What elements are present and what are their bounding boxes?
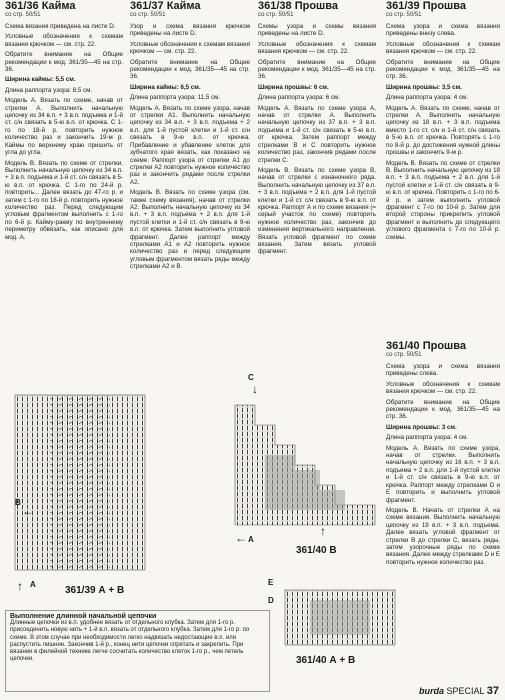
chart-caption: 361/40 В xyxy=(296,545,337,556)
paragraph: Ширина прошвы: 6 см. xyxy=(258,83,329,91)
section-body xyxy=(130,23,250,271)
brand-logo: burda xyxy=(419,686,445,696)
column-361-37 xyxy=(130,0,250,274)
paragraph: Длина раппорта узора: 4 см. xyxy=(386,94,468,102)
paragraph: Модель А. Вязать по схеме узора, начав от стрелки. Выполнить начальную цепочку из 16 в.п. + 3 в.п. подъема + 2 в.п. для 1-й пустой клетки и 1-й ст. с/н связать в 9-ю в.п. от крючка. Раппорт между стрелками D и E повторить и выполнить угловой фрагмент. xyxy=(386,444,500,504)
paragraph: Условные обозначения к схемам вязания крючком — см. стр. 22. xyxy=(386,380,500,396)
paragraph: Длина раппорта узора: 4 см. xyxy=(386,434,468,442)
arrow-c-icon: ↓ xyxy=(252,382,258,396)
column-361-39 xyxy=(386,0,500,244)
section-subtitle: со стр. 50/51 xyxy=(5,12,41,18)
page-number: 37 xyxy=(486,685,499,697)
paragraph: Модель В. Вязать по схеме от стрелки В. Выполнить начальную цепочку из 18 в.п. + 3 в.п. подъема + 2 в.п. для 1-й пустой клетки и 1-й ст. с/н связать в 9-ю в.п. от крючка. Повторить с 1-го по 6-й р. и затем выполнить угловой фрагмент с 7-го по 10-й р. Затем для второй стороны прикрепить угловой фрагмент и выполнить до следующего углового фрагмента с 7-го по 10-й р. схемы. xyxy=(386,159,500,241)
section-title: 361/40 Прошва xyxy=(386,340,466,352)
paragraph: Модель В. Начать от стрелки А на схеме вязания. Выполнить начальную цепочку из 19 в.п. + 3 в.п. подъема. Далее вязать угловой фрагмент от стрелки В до стрелки С, вязать ряды, затем узорочные ряды по схеме вязания. Далее между стрелками D и E повторить нужное количество раз. xyxy=(386,506,500,566)
section-subtitle: со стр. 50/51 xyxy=(386,12,422,18)
paragraph: Обратите внимание на Общие рекомендации к мод. 361/35—45 на стр. 36. xyxy=(5,51,123,74)
paragraph: Длина раппорта узора: 11,5 см. xyxy=(130,94,221,102)
arrow-b-icon-2: ↑ xyxy=(320,524,326,538)
section-title: 361/39 Прошва xyxy=(386,0,466,12)
column-361-38 xyxy=(258,0,376,259)
paragraph: Схема узора и схема вязания приведены внизу слева. xyxy=(386,23,500,38)
paragraph: Модель А. Вязать по схеме узора, начав от стрелки А1. Выполнить начальную цепочку из 34 в.п. + 3 в.п. подъема + 2 в.п. для 1-й пустой клетки и 1-й ст. с/н связать в 9-ю в.п. от крючка. Прибавление и убавление клеток для зубчатого края вязать, как показано на схеме. Раппорт узора от стрелки А1 до стрелки А2 повторить нужное количество раз и закончить рядами после стрелки А2. xyxy=(130,104,250,186)
paragraph: Обратите внимание на Общие рекомендации к мод. 361/35—45 на стр. 36. xyxy=(386,58,500,81)
arrow-c-letter: С xyxy=(248,373,254,382)
section-subtitle: со стр. 50/51 xyxy=(258,12,294,18)
section-subtitle: со стр. 50/51 xyxy=(130,12,166,18)
arrow-a-icon-2: ← xyxy=(235,531,247,545)
chart-caption: 361/40 А + В xyxy=(296,655,356,666)
column-361-36 xyxy=(5,0,123,244)
arrow-d-letter: D xyxy=(268,596,274,605)
paragraph: Схема вязания приведена на листе D. xyxy=(5,23,116,30)
section-subtitle: со стр. 50/51 xyxy=(386,352,422,358)
paragraph: Ширина каймы: 6,5 см. xyxy=(130,83,201,91)
crochet-chart-361-40-b xyxy=(225,395,385,538)
paragraph: Условные обозначения к схемам вязания крючком — см. стр. 22. xyxy=(5,33,123,48)
paragraph: Условные обозначения к схемам вязания крючком — см. стр. 22. xyxy=(130,40,250,56)
crochet-chart-361-39 xyxy=(5,390,155,580)
paragraph: Условные обозначения к схемам вязания крючком — см. стр. 22. xyxy=(386,40,500,56)
edition-label: SPECIAL xyxy=(446,686,485,696)
section-title: 361/38 Прошва xyxy=(258,0,338,12)
paragraph: Модель А. Вязать по схеме, начав от стрелки А. Выполнить начальную цепочку из 18 в.п. + 3 в.п. подъема вместо 1-го ст. с/н и 1-й ст. с/н связать в 5-ю в.п. от крючка. Повторять с 1-го по 8-й р. до достижения нужной длины прошвы и закончить 9-м р. xyxy=(386,104,500,157)
arrow-a-icon: ↑ xyxy=(17,579,23,593)
paragraph: Длина раппорта узора: 8,5 см. xyxy=(5,86,93,94)
paragraph: Модель А. Вязать по схеме, начав от стрелки А. Выполнить начальную цепочку из 34 в.п. + 3 в.п. подъема и 1-й ст. с/н связать в 5-ю в.п. от крючка. С 1-го по 18-й р. повторить нужное количество раз и закончить 19-м р. Каймы по верхнему краю пришить от угла до угла. xyxy=(5,97,123,157)
paragraph: Обратите внимание на Общие рекомендации к мод. 361/35—45 на стр. 36. xyxy=(258,58,376,81)
paragraph: Условные обозначения к схемам вязания крючком — см. стр. 22. xyxy=(258,40,376,56)
crochet-chart-361-40-ab xyxy=(280,585,400,655)
arrow-a-letter: А xyxy=(30,580,36,589)
chart-caption: 361/39 А + В xyxy=(65,585,125,596)
paragraph: Модель В. Вязать по схеме узора В, начав от стрелки с изнаночного ряда. Выполнить начальную цепочку из 37 в.п. + 3 в.п. подъема + 2 в.п. для 1-й пустой клетки и 1-й ст. с/н связать в 9-ю в.п. от крючка. Раппорт А и по схеме вязания (= серый участок по схеме) повторить нужное количество раз, закончив до изменения вертикального направления. Вязать угловой фрагмент по схеме вязания. Затем вязать угловой фрагмент. xyxy=(258,166,376,256)
column-361-40 xyxy=(386,340,500,569)
paragraph: Схемы узора и схемы вязания приведены на листе D. xyxy=(258,23,376,38)
info-heading: Выполнение длинной начальной цепочки xyxy=(10,613,157,620)
paragraph: Модель В. Вязать по схеме узора (см. также схему вязания), начав от стрелки А2. Выполнить начальную цепочку из 34 в.п. + 3 в.п. подъема + 2 в.п. для 1-й пустой клетки и 1-й ст. с/н связать в 9-ю в.п. от крючка. Затем выполнить угловой фрагмент. Далее раппорт между стрелками А1 и А2 повторить нужное количество раз и перед следующим угловым фрагментом вязать ряды между стрелками А2 и В. xyxy=(130,189,250,271)
paragraph: Обратите внимание на Общие рекомендации к мод. 361/35—45 на стр. 36. xyxy=(386,398,500,421)
page-footer xyxy=(419,685,499,697)
arrow-b-letter: В xyxy=(15,498,21,507)
paragraph: Ширина прошвы: 3 см. xyxy=(386,423,457,431)
paragraph: Длина раппорта узора: 6 см. xyxy=(258,94,340,102)
section-body xyxy=(386,363,500,566)
paragraph: Узор и схема вязания крючком приведены на листе D. xyxy=(130,23,250,38)
paragraph: Модель В. Вязать по схеме от стрелки. Выполнить начальную цепочку из 34 в.п. + 3 в.п. подъема и 1-й ст. с/н связать в 5-ю в.п. от крючка. С 1-го по 24-й р. повторить... Далее вязать до 47-го р. и затем с 1-го по 18-й р. повторить нужное количество раз. Перед следующим угловым фрагментом выполнить с 1-го по 6-й р. Кайму-ракму по внутреннему периметру обвязать, как описано для мод. А. xyxy=(5,159,123,241)
section-body xyxy=(5,23,123,241)
section-title: 361/36 Кайма xyxy=(5,0,76,12)
arrow-e-letter: Е xyxy=(268,578,274,587)
section-title: 361/37 Кайма xyxy=(130,0,201,12)
paragraph: Обратите внимание на Общие рекомендации к мод. 361/35—45 на стр. 36. xyxy=(130,58,250,81)
paragraph: Ширина прошвы: 3,5 см. xyxy=(386,83,462,91)
info-box xyxy=(5,610,270,692)
paragraph: Ширина каймы: 5,5 см. xyxy=(5,76,76,84)
paragraph: Модель А. Вязать по схеме узора А, начав от стрелки А. Выполнить начальную цепочку из 37 в.п. + 3 в.п. подъема и 1-й ст. с/н связать в 5-ю в.п. от крючка. Затем раппорт между стрелками В и С повторить нужное количество раз, закончив рядами после стрелки С. xyxy=(258,104,376,164)
section-body xyxy=(386,23,500,241)
arrow-a-letter-2: А xyxy=(248,535,254,544)
info-text: Длинные цепочки из в.п. удобнее вязать от отдельного клубка. Затем для 1-го р. присоединить новую нить + 1-й в.п. вязать от отдельного клубка. Затем для 1-го р. по схеме. В этом случае при необходимости легко надвязать недостающие в.п. или распустить лишние. Закончив 1-й р., конец нити цепочки спрятать и закрепить. При вязании в филейной технике легче сосчитать количество клеток 1-го р., чем петель цепочки. xyxy=(10,620,250,663)
paragraph: Схема узора и схема вязания приведены слева. xyxy=(386,363,500,378)
section-body xyxy=(258,23,376,256)
arrow-b-icon: ← xyxy=(22,504,34,518)
